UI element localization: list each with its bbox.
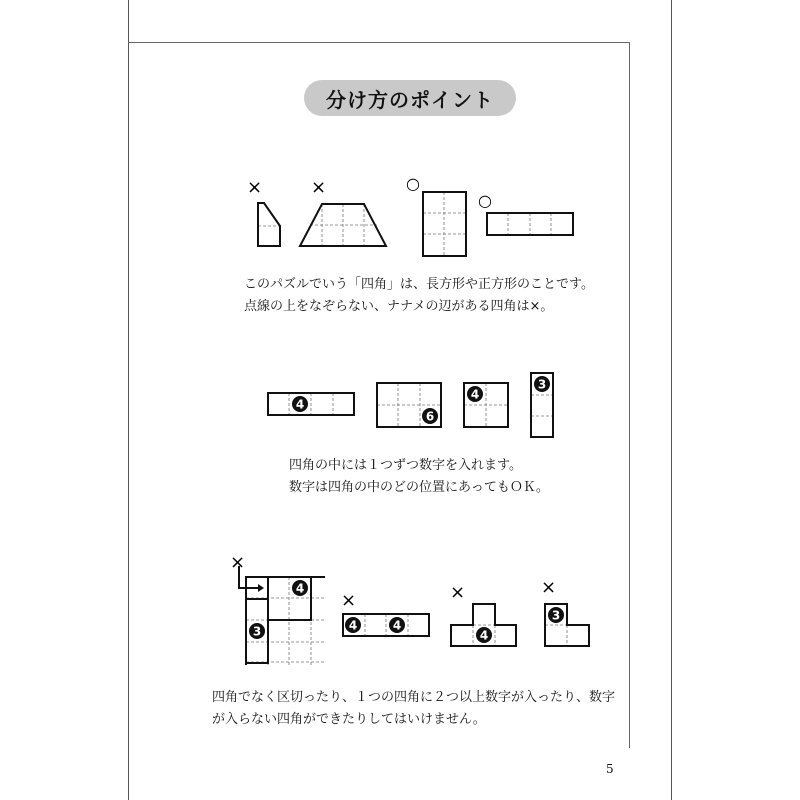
bad-mark-4: × bbox=[341, 590, 357, 611]
number-4-badge: 4 bbox=[392, 618, 402, 633]
t-shape-example bbox=[451, 604, 516, 646]
section3-caption bbox=[212, 687, 615, 731]
section2-caption-line1: 四角の中には１つずつ数字を入れます。 bbox=[289, 458, 522, 473]
slanted-shape bbox=[258, 203, 280, 246]
bad-mark-5: × bbox=[450, 582, 466, 603]
section3-caption-line1: 四角でなく区切ったり、１つの四角に２つ以上数字が入ったり、数字 bbox=[212, 690, 616, 705]
section2-caption bbox=[289, 455, 549, 499]
number-3-badge: 3 bbox=[551, 608, 561, 623]
trapezoid-shape bbox=[300, 204, 386, 246]
section1-caption-line1: このパズルでいう「四角」は、長方形や正方形のことです。 bbox=[244, 277, 594, 292]
bad-mark-6: × bbox=[541, 577, 557, 598]
wide-rectangle-shape bbox=[487, 213, 573, 235]
page-title-text: 分け方のポイント bbox=[326, 87, 494, 112]
example-4-square bbox=[464, 383, 508, 427]
number-4-badge: 4 bbox=[479, 628, 489, 643]
bad-mark-2: × bbox=[311, 177, 327, 198]
number-6-badge: 6 bbox=[425, 409, 435, 424]
example-4-wide bbox=[268, 393, 354, 415]
page-number: 5 bbox=[606, 762, 614, 776]
good-mark-1: ○ bbox=[406, 174, 420, 193]
bad-mark-1: × bbox=[247, 177, 263, 198]
tall-rectangle-shape bbox=[423, 192, 466, 256]
section1-caption bbox=[244, 274, 594, 318]
section3-caption-line2: が入らない四角ができたりしてはいけません。 bbox=[212, 712, 486, 727]
good-mark-2: ○ bbox=[478, 191, 492, 210]
section3-marks bbox=[230, 552, 556, 611]
number-4-badge: 4 bbox=[470, 387, 480, 402]
bad-mark-3: × bbox=[230, 552, 246, 573]
number-4-badge: 4 bbox=[295, 581, 305, 596]
double-number-example bbox=[343, 614, 429, 636]
example-6-block bbox=[377, 383, 441, 427]
number-3-badge: 3 bbox=[537, 377, 547, 392]
example-3-tall bbox=[531, 373, 553, 437]
l-shape-example bbox=[545, 604, 589, 646]
section1-caption-line2: 点線の上をなぞらない、ナナメの辺がある四角は×。 bbox=[244, 299, 554, 314]
section2-caption-line2: 数字は四角の中のどの位置にあってもＯＫ。 bbox=[289, 480, 549, 495]
grid-example bbox=[239, 566, 325, 665]
number-3-badge: 3 bbox=[252, 624, 262, 639]
number-4-badge: 4 bbox=[348, 618, 358, 633]
number-4-badge: 4 bbox=[295, 397, 305, 412]
